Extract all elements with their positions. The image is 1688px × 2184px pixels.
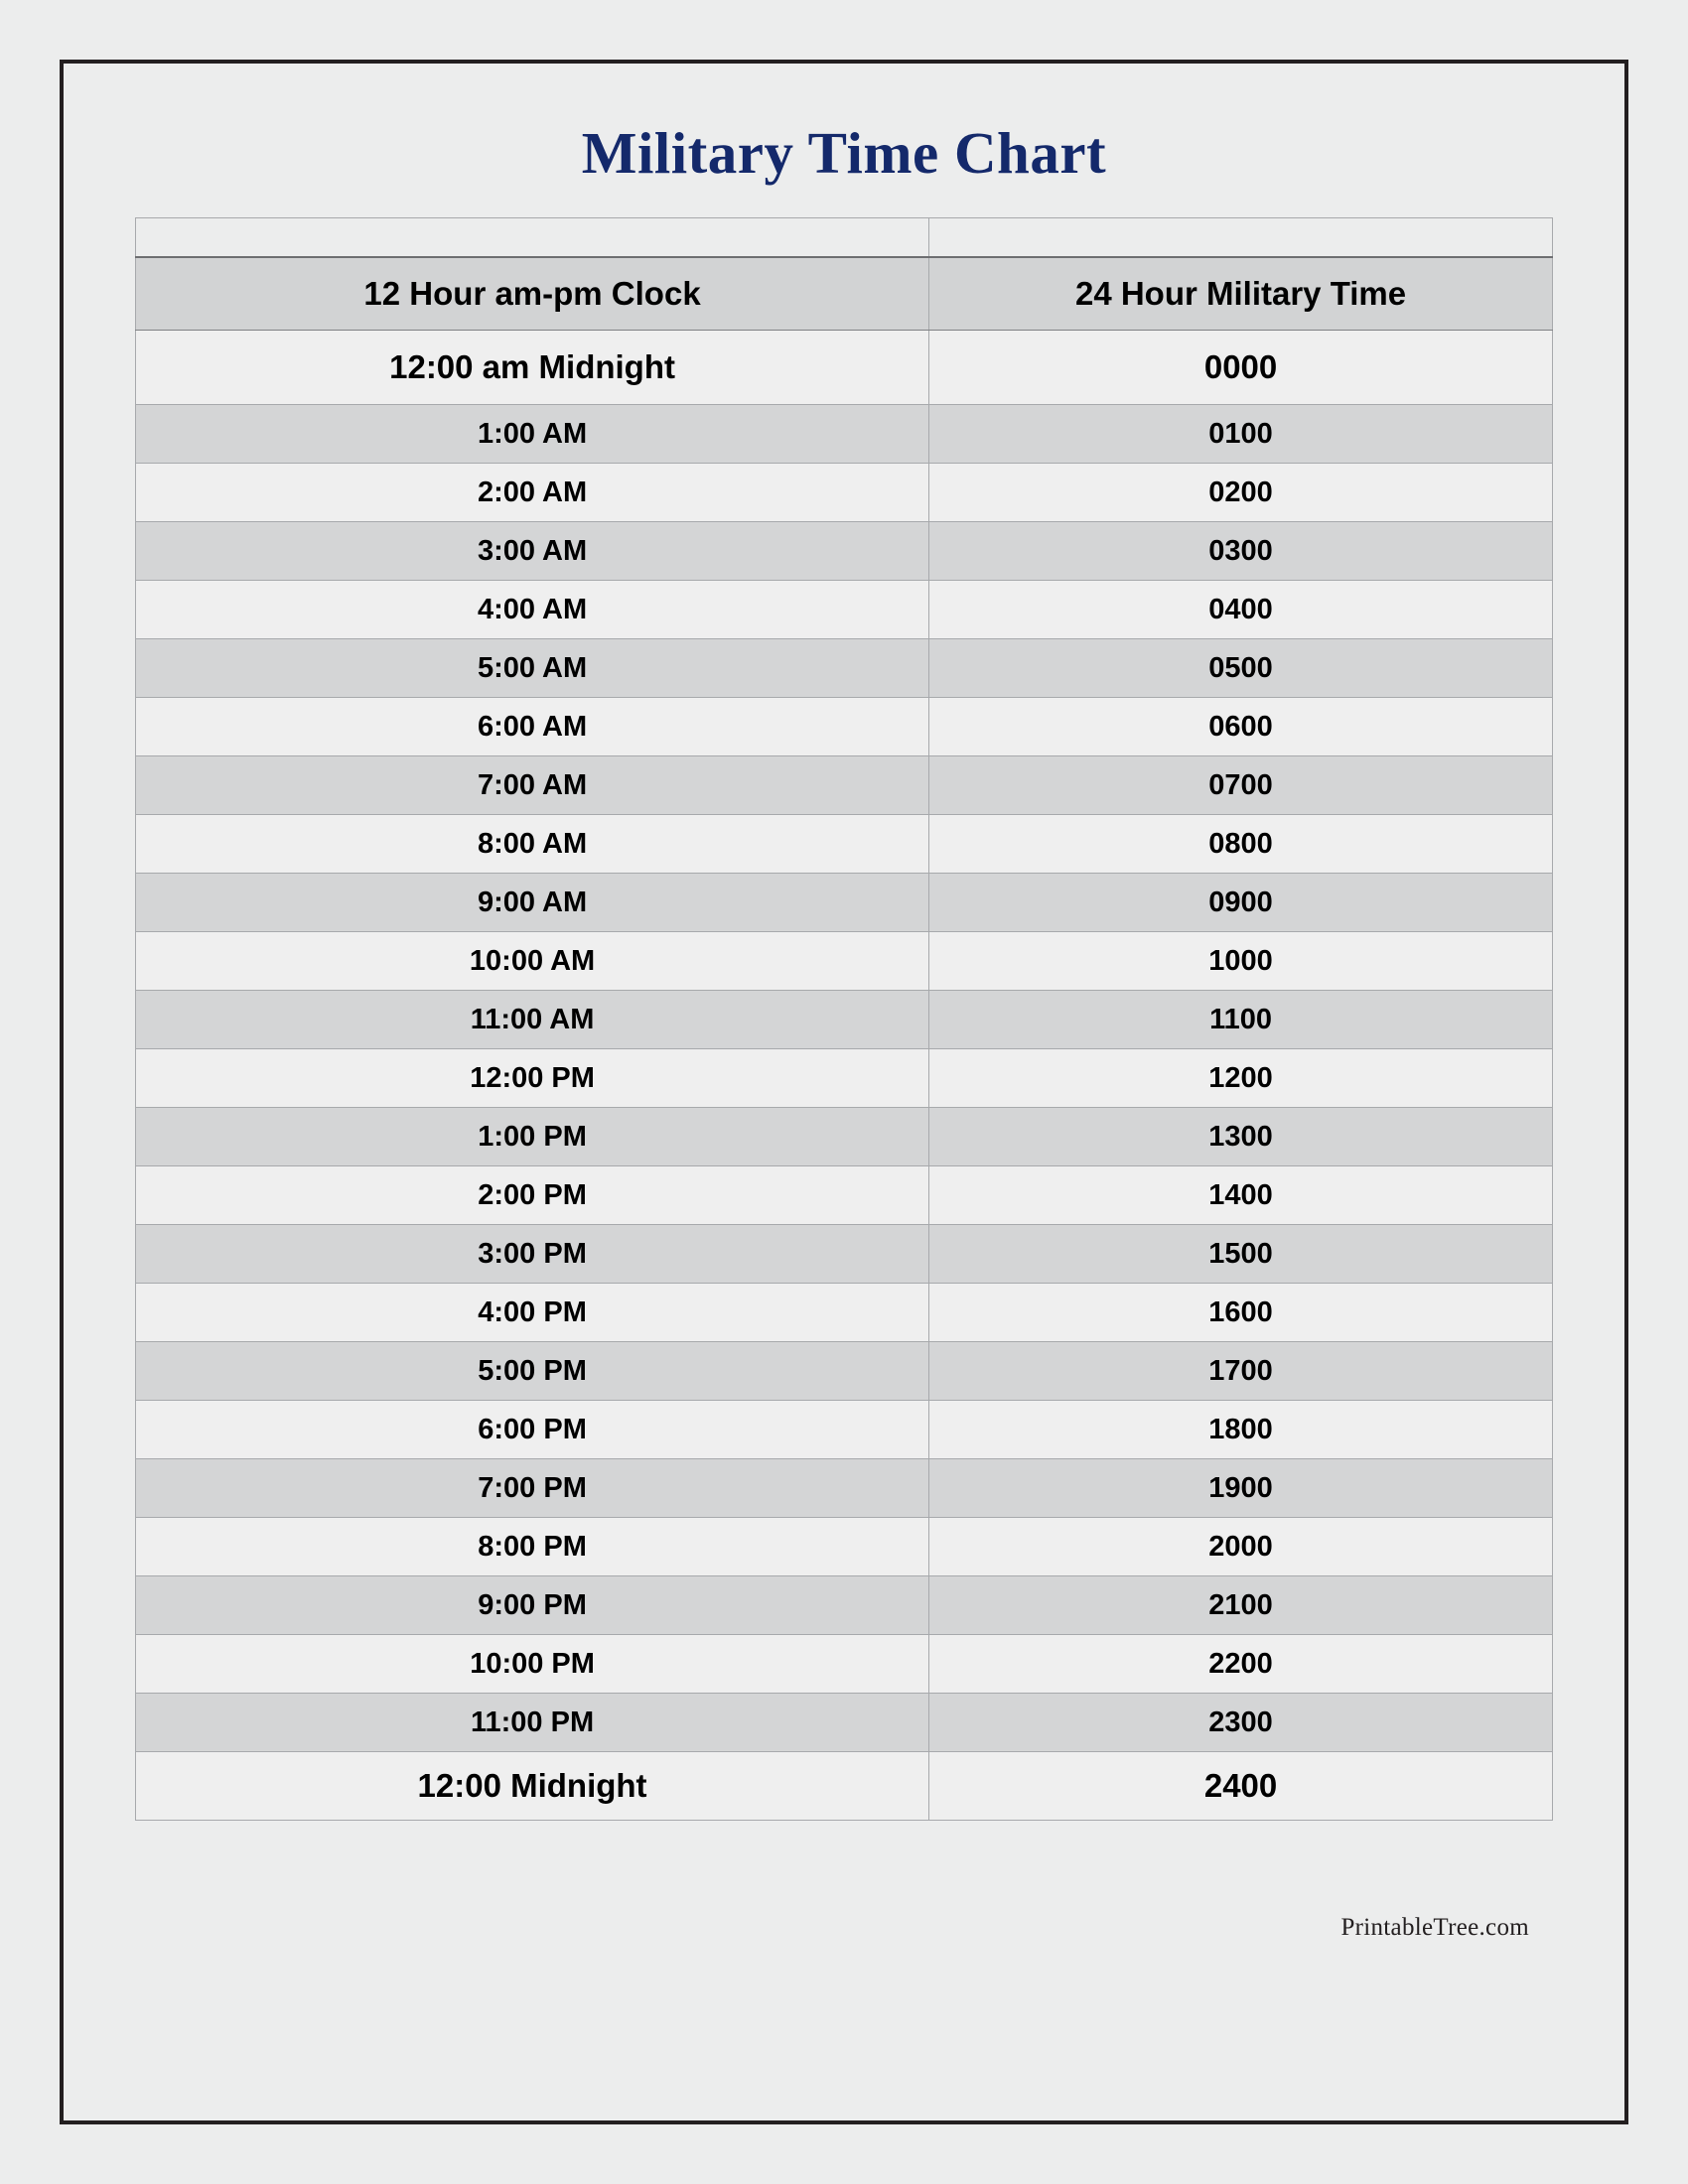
table-row xyxy=(136,1284,1553,1342)
cell-military-time: 1500 xyxy=(929,1225,1553,1284)
cell-clock-time: 10:00 AM xyxy=(136,932,929,991)
cell-clock-time: 10:00 PM xyxy=(136,1635,929,1694)
cell-clock-time: 4:00 AM xyxy=(136,581,929,639)
cell-clock-time: 8:00 AM xyxy=(136,815,929,874)
table-row xyxy=(136,1049,1553,1108)
table-row xyxy=(136,522,1553,581)
cell-clock-time: 11:00 PM xyxy=(136,1694,929,1752)
column-header-clock: 12 Hour am-pm Clock xyxy=(136,257,929,331)
table-body xyxy=(136,218,1553,1821)
table-spacer-cell-left xyxy=(136,218,929,258)
table-row xyxy=(136,464,1553,522)
table-row xyxy=(136,581,1553,639)
cell-military-time: 0600 xyxy=(929,698,1553,756)
table-row xyxy=(136,1459,1553,1518)
cell-military-time: 1800 xyxy=(929,1401,1553,1459)
cell-military-time: 0100 xyxy=(929,405,1553,464)
table-row xyxy=(136,1108,1553,1166)
table-row xyxy=(136,1635,1553,1694)
cell-military-time: 0700 xyxy=(929,756,1553,815)
table-row xyxy=(136,756,1553,815)
cell-military-time: 0300 xyxy=(929,522,1553,581)
cell-military-time: 0200 xyxy=(929,464,1553,522)
military-time-table xyxy=(135,217,1553,1821)
cell-military-time: 2200 xyxy=(929,1635,1553,1694)
cell-clock-time: 2:00 PM xyxy=(136,1166,929,1225)
table-header-row xyxy=(136,257,1553,331)
table-row xyxy=(136,405,1553,464)
cell-military-time: 1700 xyxy=(929,1342,1553,1401)
column-header-military: 24 Hour Military Time xyxy=(929,257,1553,331)
cell-clock-time: 5:00 PM xyxy=(136,1342,929,1401)
cell-clock-time: 7:00 PM xyxy=(136,1459,929,1518)
cell-military-time: 1400 xyxy=(929,1166,1553,1225)
cell-military-time: 2000 xyxy=(929,1518,1553,1576)
cell-military-time: 2300 xyxy=(929,1694,1553,1752)
cell-clock-time: 12:00 am Midnight xyxy=(136,331,929,405)
cell-military-time: 0500 xyxy=(929,639,1553,698)
cell-clock-time: 9:00 PM xyxy=(136,1576,929,1635)
cell-military-time: 1600 xyxy=(929,1284,1553,1342)
page-title: Military Time Chart xyxy=(581,120,1107,186)
cell-clock-time: 2:00 AM xyxy=(136,464,929,522)
cell-military-time: 0400 xyxy=(929,581,1553,639)
printable-sheet xyxy=(60,60,1628,2124)
table-row xyxy=(136,1752,1553,1821)
table-row xyxy=(136,1342,1553,1401)
table-row xyxy=(136,874,1553,932)
cell-clock-time: 1:00 PM xyxy=(136,1108,929,1166)
cell-military-time: 1100 xyxy=(929,991,1553,1049)
table-row xyxy=(136,1576,1553,1635)
cell-clock-time: 9:00 AM xyxy=(136,874,929,932)
cell-military-time: 0900 xyxy=(929,874,1553,932)
cell-clock-time: 11:00 AM xyxy=(136,991,929,1049)
cell-clock-time: 6:00 PM xyxy=(136,1401,929,1459)
table-row xyxy=(136,331,1553,405)
table-spacer-row xyxy=(136,218,1553,258)
table-row xyxy=(136,1166,1553,1225)
cell-military-time: 0000 xyxy=(929,331,1553,405)
table-row xyxy=(136,698,1553,756)
cell-clock-time: 3:00 AM xyxy=(136,522,929,581)
table-row xyxy=(136,815,1553,874)
table-row xyxy=(136,1401,1553,1459)
cell-military-time: 2100 xyxy=(929,1576,1553,1635)
footer-credit: PrintableTree.com xyxy=(1340,1914,1529,1941)
cell-clock-time: 5:00 AM xyxy=(136,639,929,698)
table-row xyxy=(136,991,1553,1049)
table-spacer-cell-right xyxy=(929,218,1553,258)
cell-military-time: 1300 xyxy=(929,1108,1553,1166)
cell-clock-time: 12:00 PM xyxy=(136,1049,929,1108)
cell-clock-time: 6:00 AM xyxy=(136,698,929,756)
table-row xyxy=(136,639,1553,698)
table-row xyxy=(136,1518,1553,1576)
cell-clock-time: 8:00 PM xyxy=(136,1518,929,1576)
table-row xyxy=(136,1694,1553,1752)
cell-clock-time: 4:00 PM xyxy=(136,1284,929,1342)
cell-clock-time: 3:00 PM xyxy=(136,1225,929,1284)
cell-military-time: 1000 xyxy=(929,932,1553,991)
cell-military-time: 0800 xyxy=(929,815,1553,874)
table-row xyxy=(136,932,1553,991)
table-row xyxy=(136,1225,1553,1284)
cell-clock-time: 12:00 Midnight xyxy=(136,1752,929,1821)
cell-military-time: 2400 xyxy=(929,1752,1553,1821)
cell-military-time: 1900 xyxy=(929,1459,1553,1518)
cell-clock-time: 7:00 AM xyxy=(136,756,929,815)
cell-military-time: 1200 xyxy=(929,1049,1553,1108)
cell-clock-time: 1:00 AM xyxy=(136,405,929,464)
